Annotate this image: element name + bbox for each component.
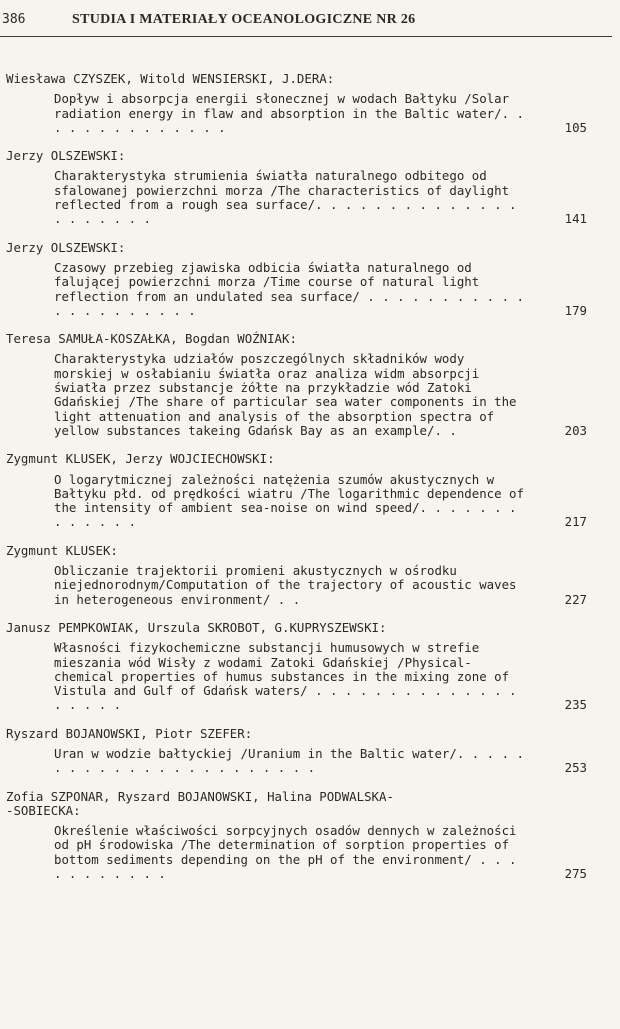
entry-body [0,823,587,882]
entry-body [0,259,587,318]
entry-authors: Zygmunt KLUSEK: [6,542,118,558]
toc-entry [0,241,620,318]
entry-authors: Janusz PEMPKOWIAK, Urszula SKROBOT, G.KUPRYSZEWSKI: [6,619,387,635]
entry-page-number: 217 [564,514,587,530]
entry-authors: Teresa SAMUŁA-KOSZAŁKA, Bogdan WOŹNIAK: [6,331,297,347]
header-rule [0,36,612,37]
entry-page-number: 227 [564,591,587,607]
entry-title: Obliczanie trajektorii promieni akustycznych w ośrodku niejednorodnym/Computation of the trajectory of acoustic waves in heterogeneous environment/ . . [54,563,524,607]
entry-authors: Zofia SZPONAR, Ryszard BOJANOWSKI, Halina PODWALSKA- -SOBIECKA: [6,788,394,818]
toc-entry [0,332,620,438]
toc-entry [0,544,620,607]
entry-body [0,168,587,227]
entry-page-number: 179 [564,302,587,318]
entry-title: Charakterystyka udziałów poszczególnych składników wody morskiej w osłabianiu światła oraz analiza widm absorpcji światła przez substancje żółte na przykładzie wód Zatoki Gdańskiej /The share of particular sea water components in the light attenuation and analysis of the absorption spectra of yellow substances takeing Gdańsk Bay as an example/. . [54,351,524,438]
page-header [0,8,620,38]
entry-authors: Wiesława CZYSZEK, Witold WENSIERSKI, J.DERA: [6,71,335,86]
entry-title: Charakterystyka strumienia światła naturalnego odbitego od sfalowanej powierzchni morza /The characteristics of daylight reflected from a rough sea surface/. . . . . . . . . . . . . . . . . . . . . [54,168,524,227]
entry-body [0,351,587,438]
entry-title: Dopływ i absorpcja energii słonecznej w wodach Bałtyku /Solar radiation energy in flaw and absorption in the Baltic water/. . . . . . . . . . . . . . [54,91,532,135]
entry-authors: Jerzy OLSZEWSKI: [6,148,126,164]
entry-page-number: 253 [564,760,587,776]
toc-entry [0,727,620,776]
entry-body [0,745,587,776]
entry-body [0,91,587,135]
entry-page-number: 275 [564,866,587,882]
entry-page-number: 235 [564,697,587,713]
entry-title: Własności fizykochemiczne substancji humusowych w strefie mieszania wód Wisły z wodami Zatoki Gdańskiej /Physical-chemical properties of humus substances in the mixing zone of Vistula and Gulf of Gdańsk waters/ . . . . . . . . . . . . . . . . . . . [54,640,524,713]
entry-title: O logarytmicznej zależności natężenia szumów akustycznych w Bałtyku płd. od prędkości wiatru /The logarithmic dependence of the intensity of ambient sea-noise on wind speed/. . . . . . . . . . . . . [54,471,532,530]
entry-body [0,563,587,607]
entry-page-number: 203 [564,422,587,438]
entry-title: Określenie właściwości sorpcyjnych osadów dennych w zależności od pH środowiska /The determination of sorption properties of bottom sediments depending on the pH of the environment/ . . . . . . . . . . . [54,823,524,882]
entry-authors: Ryszard BOJANOWSKI, Piotr SZEFER: [6,725,253,741]
page-number: 386 [2,12,26,27]
toc-entry [0,621,620,713]
toc-entry [0,452,620,529]
toc-entry [0,790,620,882]
journal-title: STUDIA I MATERIAŁY OCEANOLOGICZNE NR 26 [72,12,416,27]
entry-body [0,471,587,530]
toc-entry [0,72,620,135]
entry-title: Czasowy przebieg zjawiska odbicia światła naturalnego od falującej powierzchni morza /Time course of natural light reflection from an undulated sea surface/ . . . . . . . . . . . . . . . . . . . . . [54,259,532,318]
toc-entry [0,149,620,226]
entry-page-number: 105 [564,119,587,135]
table-of-contents [0,72,620,895]
entry-body [0,640,587,713]
entry-title: Uran w wodzie bałtyckiej /Uranium in the Baltic water/. . . . . . . . . . . . . . . . . . . . . . . [54,745,532,776]
entry-page-number: 141 [564,211,587,227]
entry-authors: Zygmunt KLUSEK, Jerzy WOJCIECHOWSKI: [6,451,275,467]
entry-authors: Jerzy OLSZEWSKI: [6,239,126,255]
